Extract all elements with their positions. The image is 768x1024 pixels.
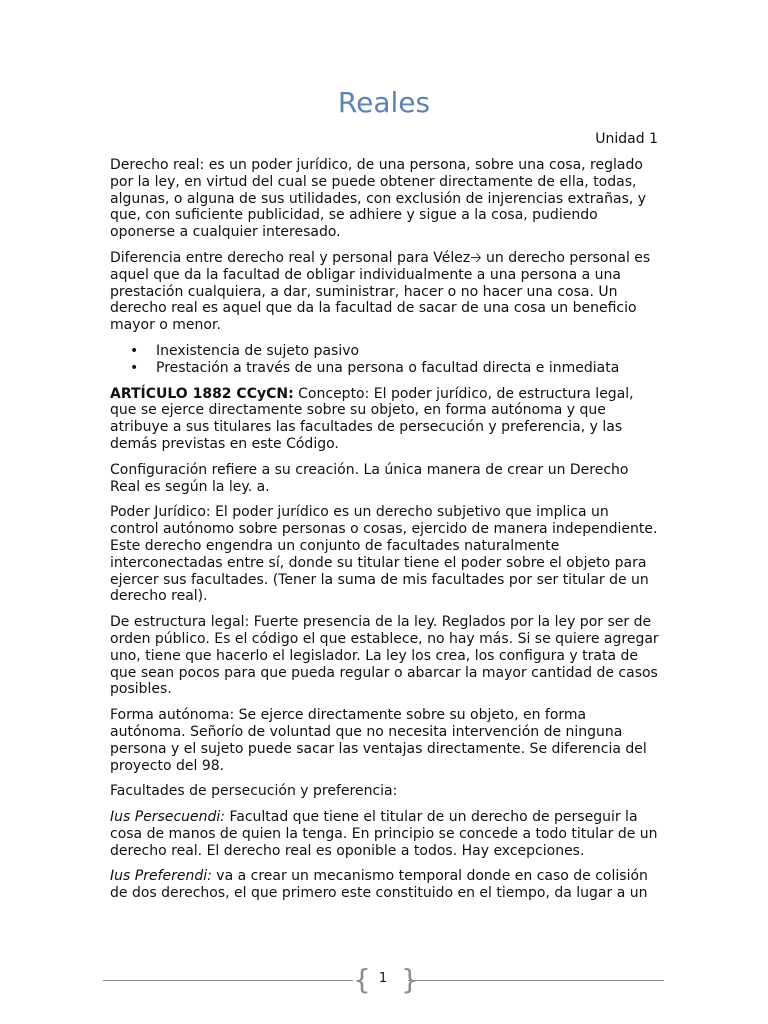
- unit-label: Unidad 1: [595, 131, 658, 147]
- article-heading: ARTÍCULO 1882 CCyCN:: [110, 385, 294, 402]
- bullet-icon: •: [130, 359, 139, 376]
- bullet-icon: •: [130, 342, 139, 359]
- paragraph-poder-juridico: Poder Jurídico: El poder jurídico es un derecho subjetivo que implica un control autónomo sobre personas o cosas, ejercido de manera independiente. Este derecho engendra un conjunto de facultades naturalmente interconectadas entre sí, donde su titular tiene el poder sobre el objeto para ejercer sus facultades. (Tener la suma de mis facultades por ser titular de un derecho real).: [110, 504, 658, 605]
- bullet-list: [110, 343, 660, 377]
- document-body: [110, 157, 660, 911]
- page-footer: [103, 964, 664, 996]
- footer-rule-left: [103, 980, 353, 981]
- paragraph-derecho-real: Derecho real: es un poder jurídico, de una persona, sobre una cosa, reglado por la ley, en virtud del cual se puede obtener directamente de ella, todas, algunas, o alguna de sus utilidades, con exclusión de injerencias extrañas, y que, con suficiente publicidad, se adhiere y sigue a la cosa, pudiendo oponerse a cualquier interesado.: [110, 157, 647, 241]
- ius-preferendi-term: Ius Preferendi:: [110, 868, 212, 885]
- paragraph-configuracion: Configuración refiere a su creación. La única manera de crear un Derecho Real es según la ley. a.: [110, 461, 629, 495]
- page-title: Reales: [337, 86, 431, 119]
- list-item-text: Inexistencia de sujeto pasivo: [156, 342, 360, 359]
- paragraph-diferencia: Diferencia entre derecho real y personal para Vélez🡢 un derecho personal es aquel que da la facultad de obligar individualmente a una persona a una prestación cualquiera, a dar, suministrar, hacer o no hacer una cosa. Un derecho real es aquel que da la facultad de sacar de una cosa un beneficio mayor o menor.: [110, 249, 651, 334]
- close-brace-icon: }: [401, 963, 419, 996]
- ius-persecuendi-term: Ius Persecuendi:: [110, 809, 226, 826]
- paragraph-facultades: Facultades de persecución y preferencia:: [110, 783, 398, 800]
- footer-rule-right: [408, 980, 664, 981]
- list-item: [130, 342, 660, 360]
- paragraph-forma-autonoma: Forma autónoma: Se ejerce directamente sobre su objeto, en forma autónoma. Señorío de voluntad que no necesita intervención de ninguna persona y el sujeto puede sacar las ventajas directamente. Se diferencia del proyecto del 98.: [110, 707, 647, 774]
- ius-preferendi-text: va a crear un mecanismo temporal donde en caso de colisión de dos derechos, el que primero este constituido en el tiempo, da lugar a un: [110, 868, 648, 902]
- list-item-text: Prestación a través de una persona o facultad directa e inmediata: [156, 359, 620, 376]
- paragraph-articulo-1882: [110, 386, 660, 453]
- paragraph-ius-preferendi: [110, 868, 660, 902]
- open-brace-icon: {: [353, 963, 371, 996]
- ius-persecuendi-text: Facultad que tiene el titular de un derecho de perseguir la cosa de manos de quien la tenga. En principio se concede a todo titular de un derecho real. El derecho real es oponible a todos. Hay excepciones.: [110, 809, 658, 859]
- list-item: [130, 359, 660, 377]
- paragraph-ius-persecuendi: [110, 809, 660, 859]
- article-text: Concepto: El poder jurídico, de estructura legal, que se ejerce directamente sobre su objeto, en forma autónoma y que atribuye a sus titulares las facultades de persecución y preferencia, y las demás previstas en este Código.: [110, 385, 634, 452]
- paragraph-estructura-legal: De estructura legal: Fuerte presencia de la ley. Reglados por la ley por ser de orden público. Es el código el que establece, no hay más. Si se quiere agregar uno, tiene que hacerlo el legislador. La ley los crea, los configura y trata de que sean pocos para que pueda regular o abarcar la mayor cantidad de casos posibles.: [110, 614, 659, 698]
- page-number: 1: [378, 971, 388, 986]
